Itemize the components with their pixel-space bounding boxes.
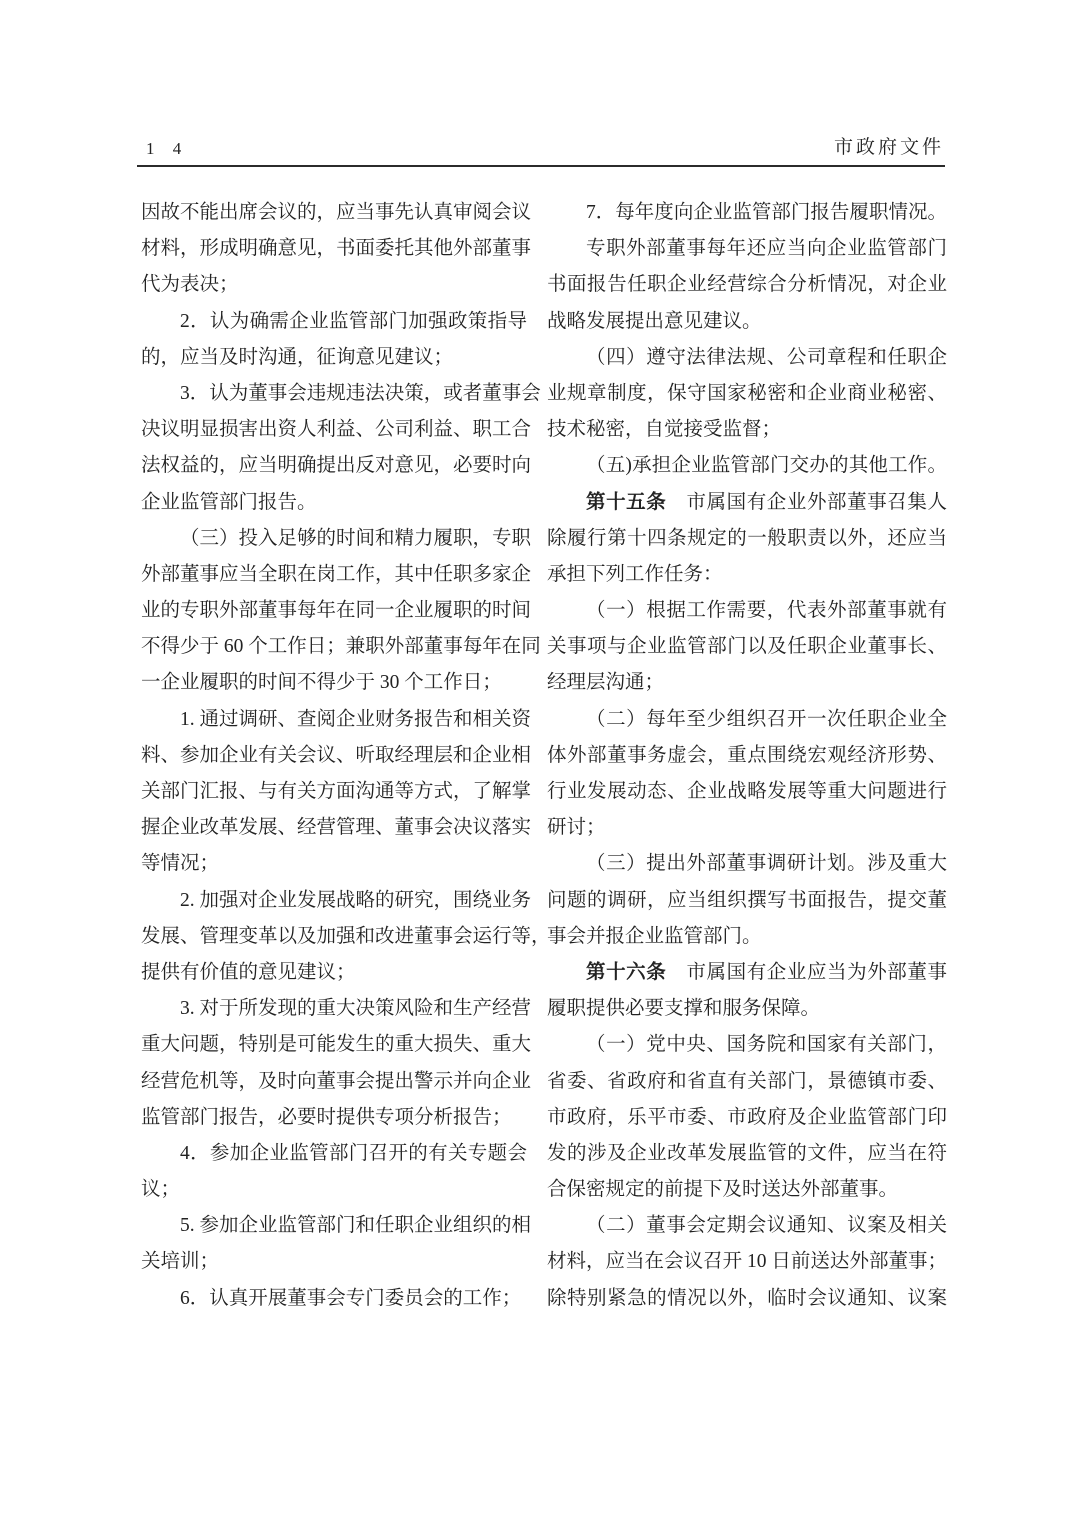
text-line: 2. 加强对企业发展战略的研究，围绕业务 <box>180 889 532 911</box>
text-line: 因故不能出席会议的，应当事先认真审阅会议 <box>141 202 532 223</box>
text-line: （五)承担企业监管部门交办的其他工作。 <box>586 455 947 477</box>
text-line: 7．每年度向企业监管部门报告履职情况。 <box>586 202 947 223</box>
text-line: （四）遵守法律法规、公司章程和任职企 <box>586 346 947 368</box>
text-line: 问题的调研，应当组织撰写书面报告，提交董 <box>547 889 947 911</box>
text-line: （一）根据工作需要，代表外部董事就有 <box>586 600 947 622</box>
text-line: 3. 对于所发现的重大决策风险和生产经营 <box>180 998 532 1020</box>
text-column-right <box>547 195 947 1317</box>
text-line: 行业发展动态、企业战略发展等重大问题进行 <box>547 781 947 802</box>
text-line: 代为表决； <box>141 274 239 296</box>
text-line: 经理层沟通； <box>547 672 665 694</box>
text-line: 外部董事应当全职在岗工作，其中任职多家企 <box>141 563 532 585</box>
text-line: （二）董事会定期会议通知、议案及相关 <box>586 1215 947 1237</box>
text-line: 等情况； <box>141 853 220 875</box>
text-line: 提供有价值的意见建议； <box>141 961 356 983</box>
text-line: 关事项与企业监管部门以及任职企业董事长、 <box>547 636 947 658</box>
text-line: 重大问题，特别是可能发生的重大损失、重大 <box>141 1034 532 1056</box>
text-line: 承担下列工作任务： <box>547 563 723 585</box>
text-line: 业的专职外部董事每年在同一企业履职的时间 <box>141 600 532 622</box>
text-line: 发展、管理变革以及加强和改进董事会运行等， <box>141 925 551 947</box>
text-line: 材料，形成明确意见，书面委托其他外部董事 <box>141 238 532 260</box>
header-doc-type: 市政府文件 <box>833 137 944 158</box>
text-line: 省委、省政府和省直有关部门，景德镇市委、 <box>547 1070 947 1092</box>
text-line: （二）每年至少组织召开一次任职企业全 <box>586 708 947 730</box>
text-line: 3．认为董事会违规违法决策，或者董事会 <box>180 382 541 404</box>
text-line: 发的涉及企业改革发展监管的文件，应当在符 <box>547 1142 947 1164</box>
text-line: 议； <box>141 1179 181 1201</box>
text-line: 决议明显损害出资人利益、公司利益、职工合 <box>141 419 532 441</box>
article-heading: 第十五条 <box>586 491 667 513</box>
text-line: 握企业改革发展、经营管理、董事会决议落实 <box>141 817 532 839</box>
text-line: （三）提出外部董事调研计划。涉及重大 <box>586 853 947 875</box>
text-line: 合保密规定的前提下及时送达外部董事。 <box>547 1179 899 1201</box>
text-line: 研讨； <box>547 817 606 839</box>
text-line: 第十六条 市属国有企业应当为外部董事 <box>586 961 947 983</box>
text-line: 履职提供必要支撑和服务保障。 <box>547 998 821 1020</box>
text-line: 专职外部董事每年还应当向企业监管部门 <box>586 238 947 260</box>
text-line: 关部门汇报、与有关方面沟通等方式，了解掌 <box>141 781 532 802</box>
text-column-left <box>141 195 551 1317</box>
text-line: 经营危机等，及时向董事会提出警示并向企业 <box>141 1070 532 1092</box>
text-line: 关培训； <box>141 1251 220 1273</box>
text-line: 除特别紧急的情况以外，临时会议通知、议案 <box>547 1287 947 1309</box>
text-line: （三）投入足够的时间和精力履职，专职 <box>180 527 532 549</box>
text-line: 1. 通过调研、查阅企业财务报告和相关资 <box>180 708 532 730</box>
text-line: 料、参加企业有关会议、听取经理层和企业相 <box>141 744 532 766</box>
text-line: 一企业履职的时间不得少于 30 个工作日； <box>141 672 502 694</box>
text-line: 5. 参加企业监管部门和任职企业组织的相 <box>180 1215 532 1237</box>
text-line: 不得少于 60 个工作日；兼职外部董事每年在同 <box>141 636 541 658</box>
text-line: 4．参加企业监管部门召开的有关专题会 <box>180 1142 527 1164</box>
header-rule <box>137 165 945 167</box>
text-line: 事会并报企业监管部门。 <box>547 925 762 947</box>
text-line: 市政府，乐平市委、市政府及企业监管部门印 <box>547 1106 947 1128</box>
text-line: 业规章制度，保守国家秘密和企业商业秘密、 <box>547 382 947 404</box>
text-line: 战略发展提出意见建议。 <box>547 310 762 332</box>
text-line: 书面报告任职企业经营综合分析情况，对企业 <box>547 274 947 296</box>
text-line: 企业监管部门报告。 <box>141 491 317 513</box>
text-line: 法权益的，应当明确提出反对意见，必要时向 <box>141 455 532 477</box>
text-line: 6．认真开展董事会专门委员会的工作； <box>180 1287 522 1309</box>
text-line: 监管部门报告，必要时提供专项分析报告； <box>141 1106 512 1128</box>
text-line: 体外部董事务虚会，重点围绕宏观经济形势、 <box>547 744 947 766</box>
text-line: （一）党中央、国务院和国家有关部门， <box>586 1034 947 1056</box>
text-line: 除履行第十四条规定的一般职责以外，还应当 <box>547 527 947 549</box>
text-line: 2．认为确需企业监管部门加强政策指导 <box>180 310 527 332</box>
text-line: 第十五条 市属国有企业外部董事召集人 <box>586 491 947 513</box>
document-body <box>141 195 947 1317</box>
text-line: 技术秘密，自觉接受监督； <box>547 419 782 441</box>
text-line: 的，应当及时沟通，征询意见建议； <box>141 346 454 368</box>
page-number: 1 4 <box>146 139 189 158</box>
article-heading: 第十六条 <box>586 961 667 983</box>
text-line: 材料，应当在会议召开 10 日前送达外部董事； <box>547 1251 947 1273</box>
